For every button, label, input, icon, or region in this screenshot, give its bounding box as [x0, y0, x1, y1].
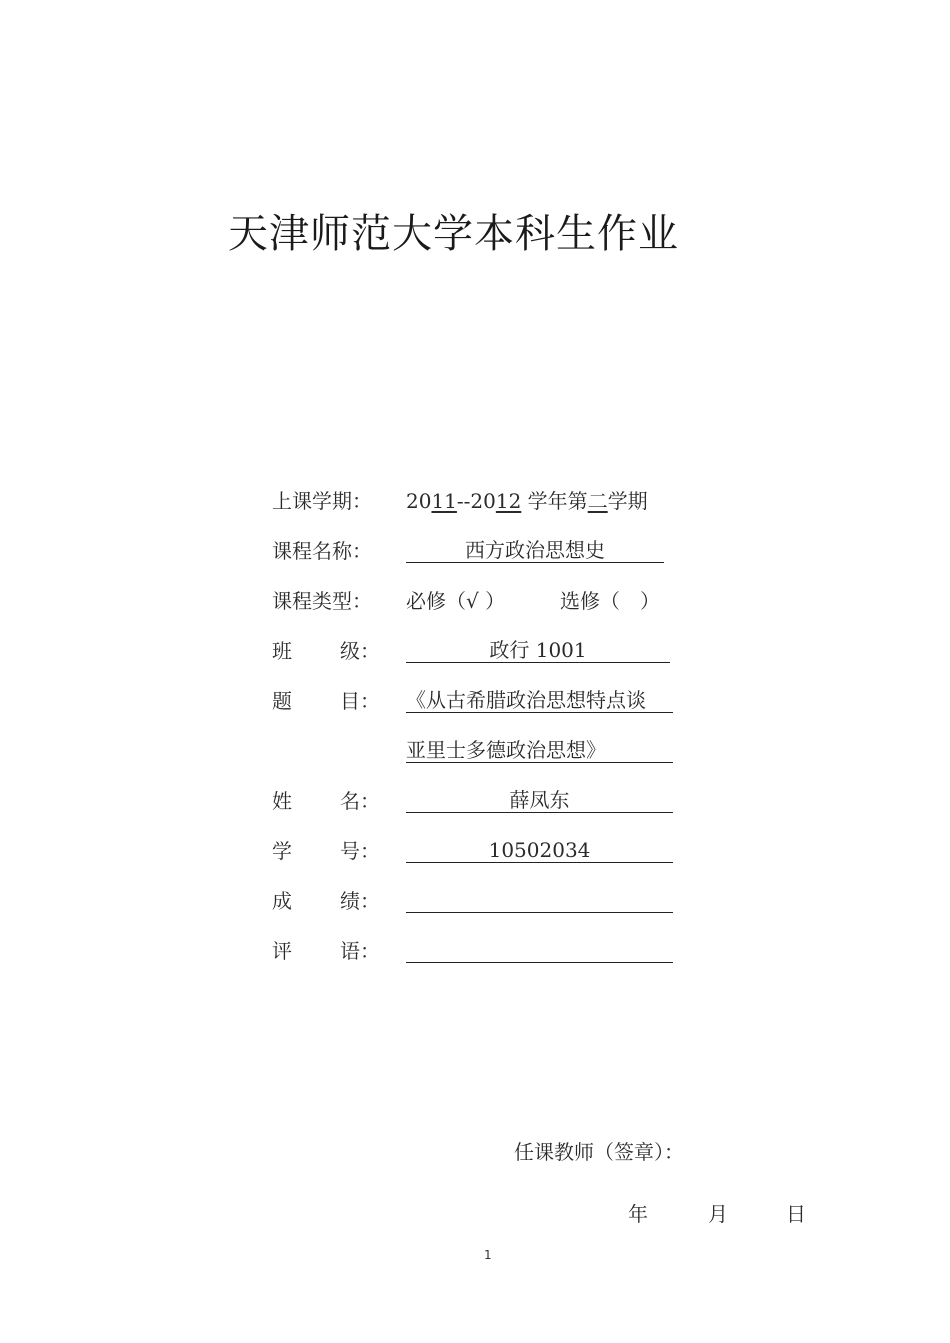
topic-label-first: 题: [272, 689, 292, 713]
course-name-value: 西方政治思想史: [465, 538, 605, 562]
semester-label: 上课学期：: [272, 489, 372, 513]
semester-year-end-b: 12: [495, 489, 522, 513]
semester-value: [406, 488, 648, 514]
course-type-label: 课程类型：: [272, 589, 372, 613]
teacher-signature-label: 任课教师（签章）：: [514, 1140, 684, 1164]
page-number: 1: [484, 1248, 492, 1262]
topic-value-line2: 亚里士多德政治思想》: [406, 738, 606, 762]
course-type-required: 必修（√ ）: [406, 589, 506, 613]
semester-term: 二: [587, 489, 608, 513]
course-name-field: [406, 538, 664, 563]
date-year-label: 年: [628, 1202, 648, 1226]
semester-suffix-a: 学年第: [521, 489, 588, 513]
topic-field-line2: [406, 738, 673, 763]
date-month-label: 月: [708, 1202, 728, 1226]
grade-label-first: 成: [272, 889, 292, 913]
student-id-value: 10502034: [488, 838, 591, 862]
comment-field: [406, 938, 673, 963]
document-title: 天津师范大学本科生作业: [228, 211, 679, 257]
semester-year-start-b: 11: [431, 489, 457, 513]
class-value: 政行 1001: [489, 638, 587, 662]
student-id-label-first: 学: [272, 839, 292, 863]
course-type-elective: 选修（ ）: [560, 589, 660, 613]
semester-dash: --20: [456, 489, 496, 513]
name-value: 薛凤东: [509, 788, 570, 812]
topic-value-line1: 《从古希腊政治思想特点谈: [406, 688, 646, 712]
name-label-second: 名：: [340, 789, 380, 813]
semester-suffix-b: 学期: [607, 489, 648, 513]
class-label-first: 班: [272, 639, 292, 663]
name-field: [406, 788, 673, 813]
grade-label-second: 绩：: [340, 889, 380, 913]
grade-field: [406, 888, 673, 913]
course-name-label: 课程名称：: [272, 539, 372, 563]
comment-label-second: 语：: [340, 939, 380, 963]
name-label-first: 姓: [272, 789, 292, 813]
student-id-label-second: 号：: [340, 839, 380, 863]
date-day-label: 日: [786, 1202, 806, 1226]
class-field: [406, 638, 670, 663]
topic-label-second: 目：: [340, 689, 380, 713]
semester-year-start-a: 20: [406, 489, 432, 513]
class-label-second: 级：: [340, 639, 380, 663]
student-id-field: [406, 838, 673, 863]
topic-field-line1: [406, 688, 673, 713]
comment-label-first: 评: [272, 939, 292, 963]
